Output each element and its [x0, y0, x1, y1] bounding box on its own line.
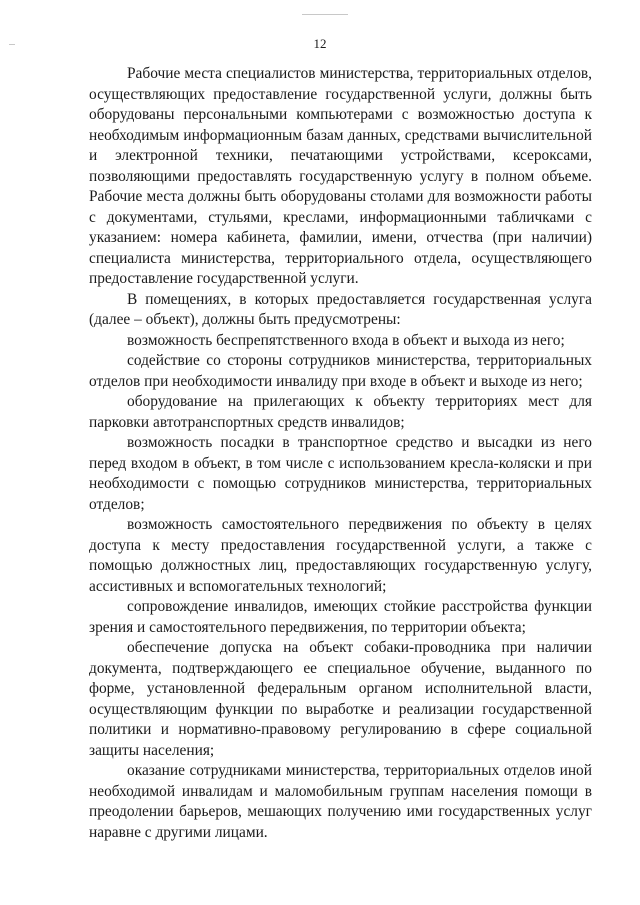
- list-item-parking: оборудование на прилегающих к объекту территориях мест для парковки автотранспортных средств инвалидов;: [89, 393, 592, 431]
- document-body: [89, 64, 592, 843]
- list-item-other-help: оказание сотрудниками министерства, территориальных отделов иной необходимой инвалидам и маломобильным группам населения помощи в преодолении барьеров, мешающих получению ими государственных услуг наравне с другими лицами.: [89, 762, 592, 841]
- paragraph-workplaces: Рабочие места специалистов министерства, территориальных отделов, осуществляющих предоставление государственной услуги, должны быть оборудованы персональными компьютерами с возможностью доступа к необходимым информационным базам данных, средствами вычислительной и электронной техники, печатающими устройствами, ксероксами, позволяющими предоставлять государственную услугу в полном объеме. Рабочие места должны быть оборудованы столами для возможности работы с документами, стульями, креслами, информационными табличками с указанием: номера кабинета, фамилии, имени, отчества (при наличии) специалиста министерства, территориального отдела, осуществляющего предоставление государственной услуги.: [89, 65, 592, 287]
- list-item-transport: возможность посадки в транспортное средство и высадки из него перед входом в объект, в том числе с использованием кресла-коляски и при необходимости с помощью сотрудников министерства, территориальных отделов;: [89, 434, 592, 513]
- list-item-staff-assistance: содействие со стороны сотрудников министерства, территориальных отделов при необходимости инвалиду при входе в объект и выходе из него;: [89, 352, 592, 390]
- paragraph-premises: В помещениях, в которых предоставляется государственная услуга (далее – объект), должны быть предусмотрены:: [89, 290, 592, 328]
- list-item-escort: сопровождение инвалидов, имеющих стойкие расстройства функции зрения и самостоятельного передвижения, по территории объекта;: [89, 598, 592, 636]
- page-number: 12: [313, 36, 327, 51]
- list-item-movement: возможность самостоятельного передвижения по объекту в целях доступа к месту предоставления государственной услуги, а также с помощью должностных лиц, предоставляющих государственную услугу, ассистивных и вспомогательных технологий;: [89, 516, 592, 595]
- list-item-guide-dog: обеспечение допуска на объект собаки-проводника при наличии документа, подтверждающего ее специальное обучение, выданного по форме, установленной федеральным органом исполнительной власти, осуществляющим функции по выработке и реализации государственной политики и нормативно-правовому регулированию в сфере социальной защиты населения;: [89, 639, 592, 759]
- list-item-entry: возможность беспрепятственного входа в объект и выхода из него;: [127, 331, 565, 349]
- scan-mark-top: [302, 14, 348, 15]
